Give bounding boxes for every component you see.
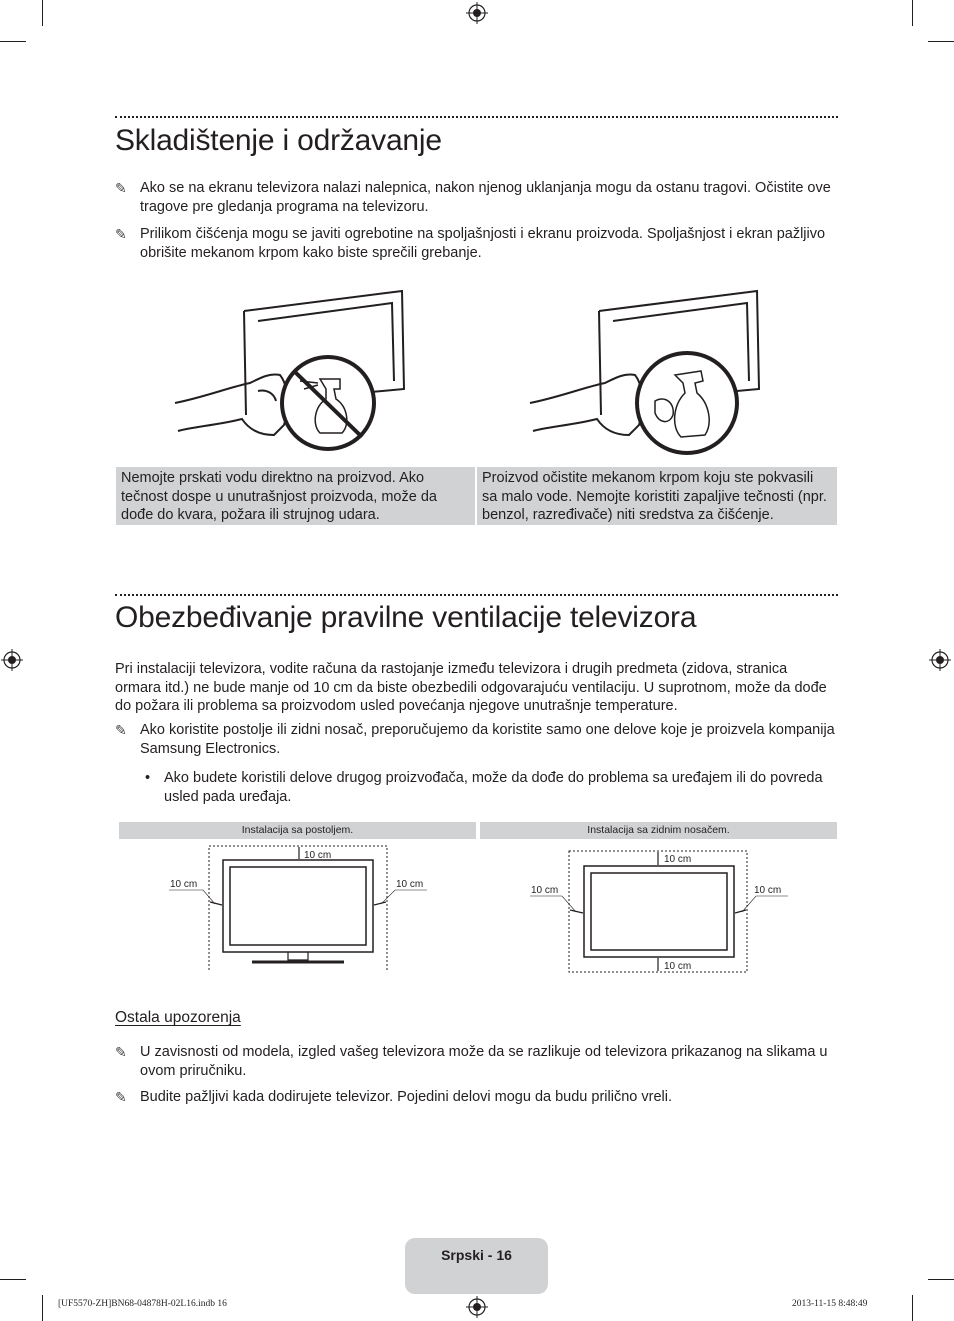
illustration-no-spray — [170, 285, 410, 455]
ventilation-paragraph: Pri instalaciji televizora, vodite računa da rastojanje između televizora i drugih predmeta (zidova, stranica ormara itd.) ne bude manje od 10 cm da biste obezbedili odgovarajuću ventilaciju. U suprotnom, može da dođe do požara ili problema sa proizvodom usled povećanja njegove unutrašnje temperature. — [115, 661, 827, 714]
diagram-wall-installation — [480, 840, 837, 975]
footer-timestamp: 2013-11-15 8:48:49 — [792, 1299, 868, 1309]
clearance-label: 10 cm — [304, 850, 332, 861]
note-samsung-parts: ✎ Ako koristite postolje ili zidni nosač, preporučujemo da koristite samo one delove koje je proizvela kompanija Samsung Electronics. — [115, 722, 835, 757]
pencil-note-icon: ✎ — [115, 226, 127, 242]
crop-mark — [42, 1295, 43, 1321]
crop-mark — [42, 0, 43, 26]
section-divider — [115, 594, 838, 596]
clearance-label: 10 cm — [664, 961, 692, 972]
crop-mark — [0, 1279, 26, 1280]
section-title-ventilation: Obezbeđivanje pravilne ventilacije televizora — [115, 601, 697, 634]
note-sticker: ✎ Ako se na ekranu televizora nalazi nalepnica, nakon njenog uklanjanja mogu da ostanu tragovi. Očistite ove tragove pre gledanja programa na televizoru. — [115, 180, 831, 215]
pencil-note-icon: ✎ — [115, 722, 127, 738]
caption-cloth-wipe: Proizvod očistite mekanom krpom koju ste pokvasili sa malo vode. Nemojte koristiti zapaljive tečnosti (npr. benzol, razređivače) niti sredstva za čišćenje. — [477, 467, 837, 525]
clearance-label: 10 cm — [531, 885, 559, 896]
registration-mark-icon — [929, 649, 951, 671]
subsection-title-other: Ostala upozorenja — [115, 1009, 241, 1026]
bullet-point: • — [145, 770, 151, 786]
illustration-cloth-wipe — [525, 285, 765, 455]
diagram-title-wall: Instalacija sa zidnim nosačem. — [480, 822, 837, 839]
registration-mark-icon — [1, 649, 23, 671]
crop-mark — [928, 41, 954, 42]
note-hot-parts: ✎ Budite pažljivi kada dodirujete televizor. Pojedini delovi mogu da budu prilično vreli. — [115, 1089, 672, 1105]
bullet-other-parts: • Ako budete koristili delove drugog proizvođača, može da dođe do problema sa uređajem ili do povreda usled pada uređaja. — [145, 770, 823, 805]
caption-no-spray: Nemojte prskati vodu direktno na proizvod. Ako tečnost dospe u unutrašnjost proizvoda, može da dođe do kvara, požara ili strujnog udara. — [116, 467, 475, 525]
clearance-label: 10 cm — [754, 885, 782, 896]
note-model-appearance: ✎ U zavisnosti od modela, izgled vašeg televizora može da se razlikuje od televizora prikazanog na slikama u ovom priručniku. — [115, 1044, 828, 1079]
footer-file-name: [UF5570-ZH]BN68-04878H-02L16.indb 16 — [58, 1299, 227, 1309]
crop-mark — [912, 1295, 913, 1321]
crop-mark — [912, 0, 913, 26]
clearance-label: 10 cm — [664, 854, 692, 865]
note-scratches: ✎ Prilikom čišćenja mogu se javiti ogrebotine na spoljašnjosti i ekranu proizvoda. Spoljašnjost i ekran pažljivo obrišite mekanom krpom kako biste sprečili grebanje. — [115, 226, 826, 261]
section-title-storage: Skladištenje i održavanje — [115, 124, 442, 157]
clearance-label: 10 cm — [170, 879, 198, 890]
pencil-note-icon: ✎ — [115, 1044, 127, 1060]
crop-mark — [928, 1279, 954, 1280]
clearance-label: 10 cm — [396, 879, 424, 890]
diagram-title-stand: Instalacija sa postoljem. — [119, 822, 476, 839]
page-number-tab: Srpski - 16 — [405, 1238, 548, 1294]
crop-mark — [0, 41, 26, 42]
diagram-stand-installation — [119, 840, 476, 975]
registration-mark-icon — [466, 2, 488, 24]
pencil-note-icon: ✎ — [115, 1089, 127, 1105]
pencil-note-icon: ✎ — [115, 180, 127, 196]
registration-mark-icon — [466, 1296, 488, 1318]
section-divider — [115, 116, 838, 118]
